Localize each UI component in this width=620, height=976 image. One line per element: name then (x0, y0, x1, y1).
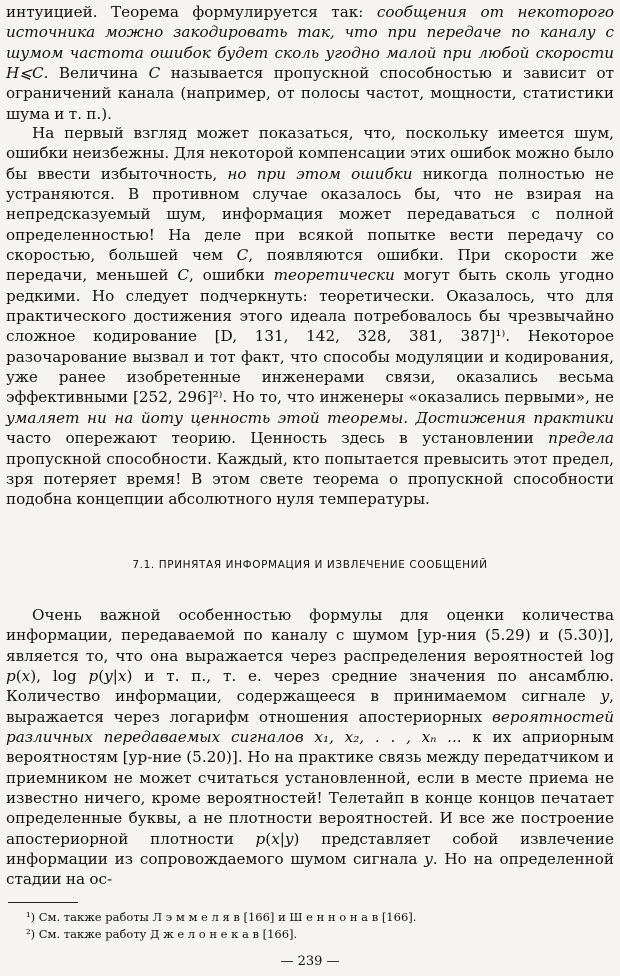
text-run: , ошибки (188, 266, 274, 285)
text-run: ) и т. п., т. е. через средние значения по ансамблю. Количество информации, содержащееся в принимаемом сигнале (6, 667, 614, 706)
text-run: интуицией. Теорема формулируется так: (6, 3, 377, 21)
text-run: ) представляет собой извлечение информации из сопровождаемого шумом сигнала (6, 829, 614, 869)
text-run: , появляются ошибки. При скорости же передачи, меньшей (6, 246, 614, 285)
text-run: пропускной способности. Каждый, кто попытается превысить этот предел, зря потеряет время! В этом свете теорема о пропускной способности подобна концепции абсолютного нуля температуры. (6, 449, 614, 509)
footnotes (26, 909, 600, 943)
text-run: На первый взгляд может показаться, что, поскольку имеется шум, ошибки неизбежны. Для некоторой компенсации этих ошибок можно было бы ввести избыточность, (6, 124, 614, 183)
footnote-2: ²) См. также работу Д ж е л о н е к а в [166]. (26, 927, 298, 941)
italic-text-run: y (104, 667, 113, 686)
footnote-divider (8, 902, 78, 903)
italic-text-run: x (117, 667, 127, 686)
italic-text-run: p (255, 829, 266, 848)
italic-text-run: y (600, 687, 610, 706)
text-run: к их априорным вероятностям [ур-ние (5.20)]. Но на практике связь между передатчиком и приемником не может считаться установленной, если в месте приема не известно ничего, кроме вероятностей! Телетайп в конце концов печатает определенные буквы, а не плотности вероятностей. И все же построение апостериорной плотности (6, 728, 614, 848)
italic-text-run: C (177, 266, 189, 285)
italic-text-run: сообщения от некоторого источника можно закодировать так, что при передаче по каналу с шумом частота ошибок будет сколь угодно малой при любой скорости H⩽C (6, 3, 614, 83)
text-run: , выражается через логарифм отношения апостериорных (6, 687, 614, 726)
text-run: ( (98, 667, 105, 686)
italic-text-run: y (424, 850, 433, 869)
italic-text-run: p (6, 667, 16, 686)
text-run: ), log (30, 667, 89, 686)
italic-text-run: y (284, 829, 294, 848)
paragraph-first-glance (6, 123, 614, 510)
text-run: ( (15, 667, 22, 686)
paragraph-theorem (6, 2, 614, 124)
text-run: ( (265, 829, 272, 848)
text-run: . Но на определенной стадии на ос- (6, 850, 614, 889)
text-run: . Величина (43, 64, 149, 83)
italic-text-run: теоретически (273, 266, 395, 285)
italic-text-run: умаляет ни на йоту ценность этой теоремы. Достижения практики (6, 408, 614, 427)
text-run: Очень важной особенностью формулы для оценки количества информации, передаваемой по каналу с шумом [ур-ния (5.29) и (5.30)], является то, что она выражается через распределения вероятностей log (6, 606, 614, 665)
text-run: | (112, 667, 118, 686)
italic-text-run: C (148, 64, 161, 83)
text-run: часто опережают теорию. Ценность здесь в установлении (6, 429, 549, 448)
page-number: — 239 — (280, 954, 340, 969)
text-run: могут быть сколь угодно редкими. Но следует подчеркнуть: теоретически. Оказалось, что для практического достижения этого идеала потребовалось бы чрезвычайно сложное кодирование [D, 131, 142, 328, 381, 387]¹⁾. Некоторое разочарование вызвал и тот факт, что способы модуляции и кодирования, уже ранее изобретенные инженерами связи, оказались весьма эффективными [252, 296]²⁾. Но то, что инженеры «оказались первыми», не (6, 266, 614, 407)
italic-text-run: p (88, 667, 99, 686)
italic-text-run: предела (548, 429, 614, 448)
italic-text-run: но при этом ошибки (227, 164, 413, 183)
footnote-1: ¹) См. также работы Л э м м е л я в [166] и Ш е н н о н а в [166]. (26, 910, 417, 924)
text-run: называется пропускной способностью и зависит от ограничений канала (например, от полосы частот, мощности, статистики шума и т. п.). (6, 64, 614, 123)
italic-text-run: C (236, 246, 249, 265)
italic-text-run: x (21, 667, 31, 686)
paragraph-important-feature (6, 605, 614, 890)
section-heading: 7.1. ПРИНЯТАЯ ИНФОРМАЦИЯ И ИЗВЛЕЧЕНИЕ СООБЩЕНИЙ (132, 559, 488, 571)
text-run: | (279, 829, 285, 848)
italic-text-run: x (271, 829, 280, 848)
italic-text-run: вероятностей различных передаваемых сигналов x₁, x₂, . . , xₙ ... (6, 707, 614, 747)
text-run: никогда полностью не устраняются. В противном случае оказалось бы, что не взирая на непредсказуемый шум, информация может передаваться с полной определенностью! На деле при всякой попытке вести передачу со скоростью, большей чем (6, 164, 614, 265)
